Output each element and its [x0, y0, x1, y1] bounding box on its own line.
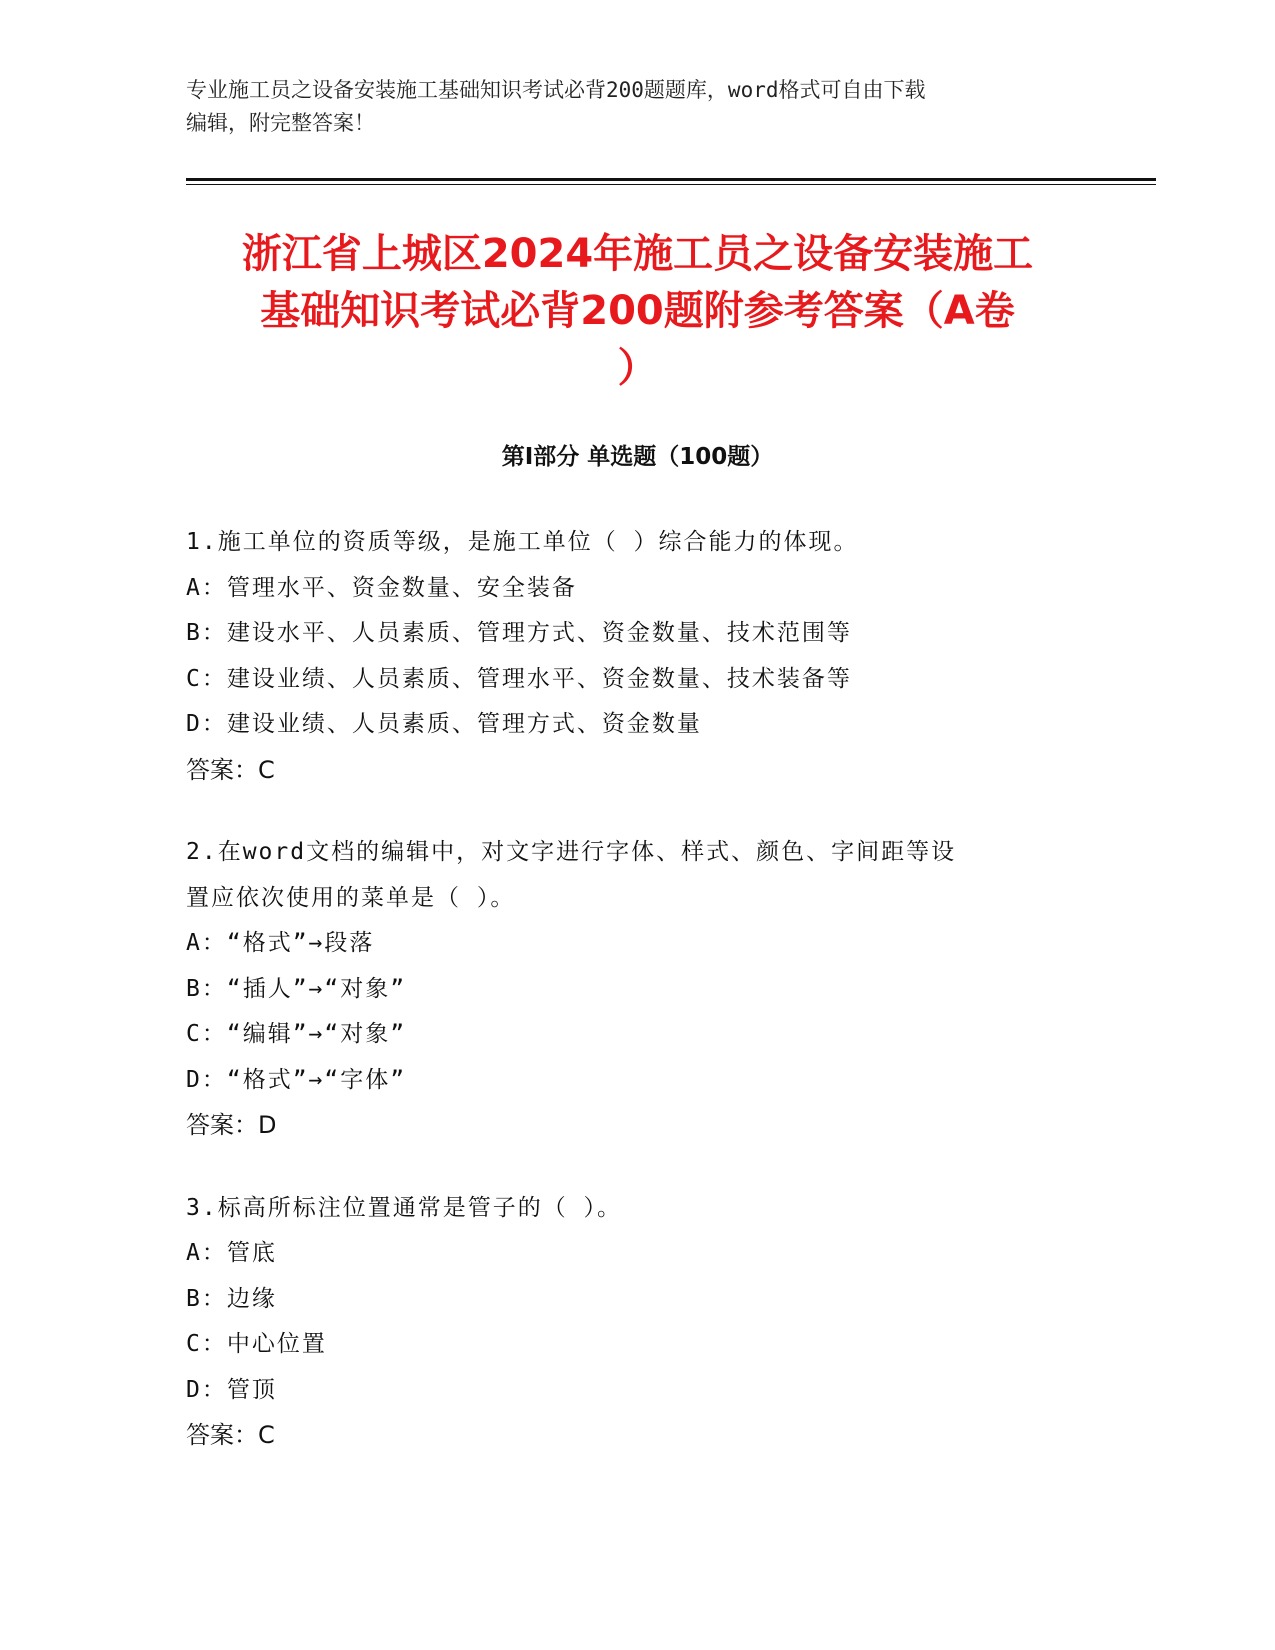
question-3	[186, 1186, 1086, 1459]
question-stem-continued: 置应依次使用的菜单是（ ）。	[186, 884, 516, 911]
header-rule-thick	[186, 178, 1156, 181]
answer: 答案：D	[186, 1111, 277, 1139]
question-list	[186, 520, 1086, 1496]
option-d: D：“格式”→“字体”	[186, 1066, 407, 1093]
option-c: C：中心位置	[186, 1331, 327, 1357]
question-stem: 1.施工单位的资质等级，是施工单位（ ）综合能力的体现。	[186, 529, 859, 555]
question-stem: 2.在word文档的编辑中，对文字进行字体、样式、颜色、字间距等设	[186, 839, 957, 865]
title-line: ）	[617, 345, 658, 391]
header-note-line: 专业施工员之设备安装施工基础知识考试必背200题题库，word格式可自由下载	[186, 78, 926, 102]
answer: 答案：C	[186, 1421, 275, 1449]
option-c: C：建设业绩、人员素质、管理水平、资金数量、技术装备等	[186, 665, 852, 692]
option-b: B：“插人”→“对象”	[186, 975, 407, 1002]
title-line: 基础知识考试必背200题附参考答案（A卷	[260, 288, 1015, 334]
answer: 答案：C	[186, 755, 275, 784]
question-stem: 3.标高所标注位置通常是管子的（ ）。	[186, 1194, 623, 1221]
header-rule-thin	[186, 184, 1156, 185]
option-a: A：“格式”→段落	[186, 930, 375, 956]
option-a: A：管理水平、资金数量、安全装备	[186, 574, 577, 601]
option-c: C：“编辑”→“对象”	[186, 1021, 407, 1047]
section-title: 第Ⅰ部分 单选题（100题）	[501, 444, 774, 470]
option-a: A：管底	[186, 1240, 277, 1266]
option-d: D：管顶	[186, 1376, 277, 1403]
header-note-line: 编辑，附完整答案！	[186, 111, 375, 135]
option-d: D：建设业绩、人员素质、管理方式、资金数量	[186, 711, 702, 737]
option-b: B：边缘	[186, 1285, 277, 1312]
question-1	[186, 520, 1086, 793]
question-2	[186, 830, 1086, 1149]
document-title	[150, 226, 1125, 397]
option-b: B：建设水平、人员素质、管理方式、资金数量、技术范围等	[186, 620, 852, 646]
title-line: 浙江省上城区2024年施工员之设备安装施工	[241, 231, 1034, 277]
header-note	[186, 74, 1086, 140]
